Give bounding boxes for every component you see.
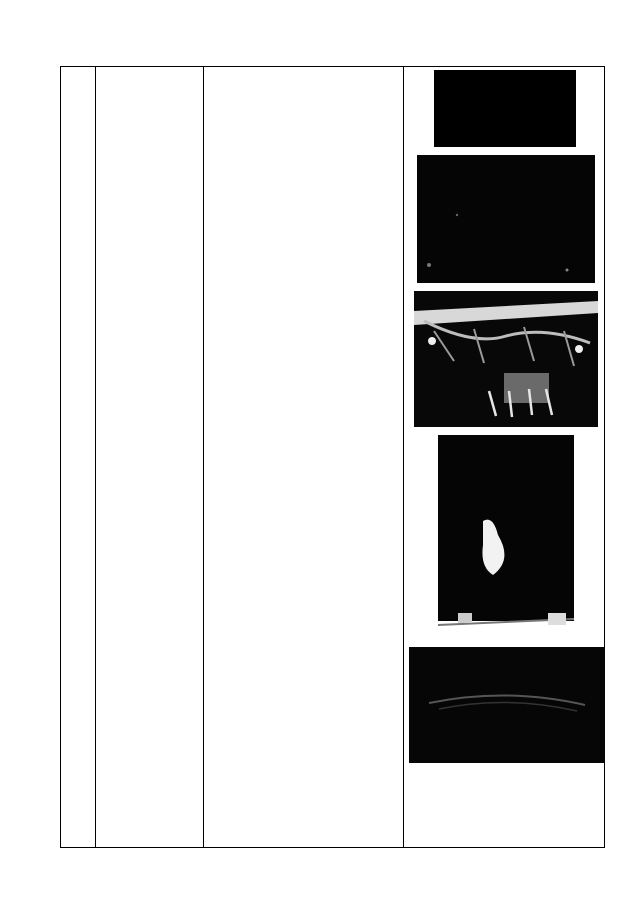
mirror-image — [438, 435, 574, 641]
stalactite-frieze-photo — [414, 291, 598, 427]
mirror-photo — [438, 435, 574, 641]
coffered-ceiling-image — [417, 155, 595, 283]
column-divider — [203, 67, 204, 847]
row-1-text — [207, 73, 399, 85]
row-2-text — [207, 156, 399, 168]
description-table — [60, 66, 605, 848]
fireplace-photo — [409, 647, 605, 763]
stalactite-frieze-image — [414, 291, 598, 427]
coffered-ceiling-photo — [417, 155, 595, 283]
column-divider — [95, 67, 96, 847]
ceiling-photo — [434, 70, 576, 147]
column-divider — [403, 67, 404, 847]
fireplace-image — [409, 647, 605, 763]
spacer — [207, 73, 399, 85]
spacer — [207, 156, 399, 168]
